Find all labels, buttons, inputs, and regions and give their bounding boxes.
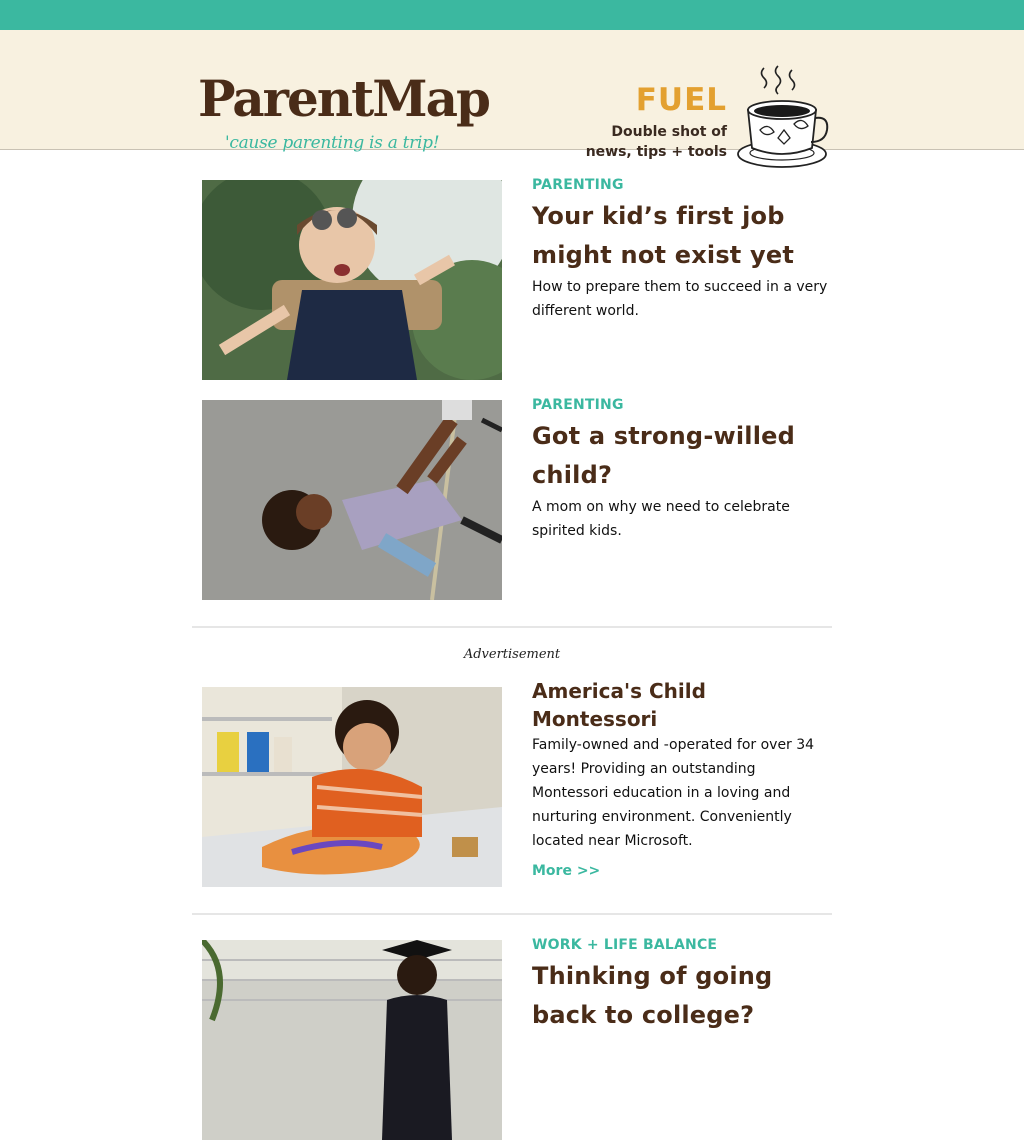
article-description: A mom on why we need to celebrate spirited kids.: [532, 499, 790, 539]
article-card-strong-willed[interactable]: [202, 397, 842, 600]
ad-more-link[interactable]: More >>: [532, 863, 601, 879]
fuel-subtitle: [586, 122, 727, 162]
article-text: [532, 397, 836, 543]
advertisement-label: Advertisement: [463, 647, 561, 662]
fuel-subtitle-line2: news, tips + tools: [585, 144, 727, 160]
article-description: How to prepare them to succeed in a very different world.: [532, 279, 828, 319]
fuel-subtitle-line1: Double shot of: [611, 124, 727, 140]
article-headline[interactable]: Thinking of going back to college?: [532, 962, 773, 1029]
section-divider: [192, 626, 832, 628]
article-image-pilot-kid[interactable]: [202, 180, 502, 380]
newsletter-header: [0, 30, 1024, 160]
article-image-graduate[interactable]: [202, 940, 502, 1140]
ad-description: Family-owned and -operated for over 34 years! Providing an outstanding Montessori education in a loving and nurturing environment. Conveniently located near Microsoft.: [532, 737, 815, 849]
logo-tagline: 'cause parenting is a trip!: [225, 133, 440, 153]
article-card-college[interactable]: [202, 937, 842, 1140]
article-text: [532, 177, 836, 323]
article-category[interactable]: PARENTING: [532, 177, 624, 193]
section-divider: [192, 913, 832, 915]
article-card-first-job[interactable]: [202, 177, 842, 380]
article-category[interactable]: PARENTING: [532, 397, 624, 413]
article-text: [532, 937, 836, 1035]
top-accent-bar: [0, 0, 1024, 30]
parentmap-logo[interactable]: ParentMap: [198, 69, 489, 128]
ad-title[interactable]: America's Child Montessori: [532, 679, 706, 731]
article-image-swinging-girl[interactable]: [202, 400, 502, 600]
fuel-title: FUEL: [635, 82, 727, 118]
article-category[interactable]: WORK + LIFE BALANCE: [532, 937, 718, 953]
article-headline[interactable]: Your kid’s first job might not exist yet: [532, 202, 795, 269]
ad-text: [532, 679, 836, 879]
ad-card-montessori[interactable]: [202, 679, 842, 887]
article-headline[interactable]: Got a strong-willed child?: [532, 422, 795, 489]
coffee-cup-icon: [734, 64, 830, 172]
ad-image-child-drawing[interactable]: [202, 687, 502, 887]
